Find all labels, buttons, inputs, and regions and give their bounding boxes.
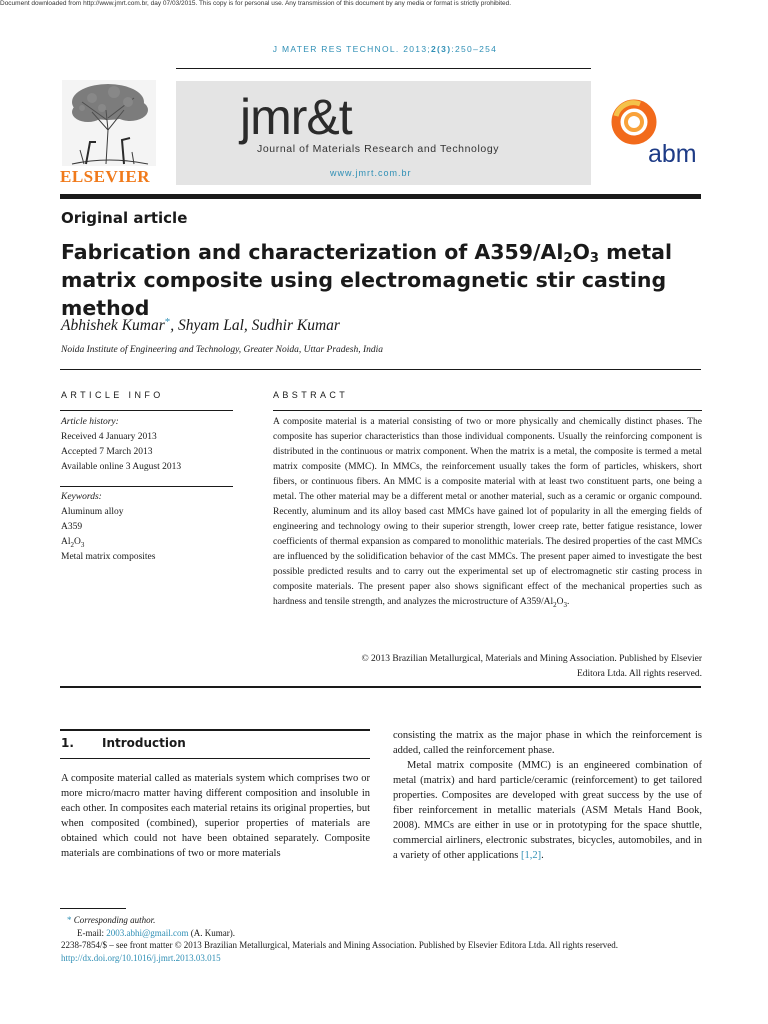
- keywords-block: [61, 490, 233, 565]
- online-date: Available online 3 August 2013: [61, 462, 182, 472]
- keyword-item: Aluminum alloy: [61, 507, 124, 517]
- jmrt-logo-text: jmr&t: [240, 89, 352, 145]
- kw-al: Al: [61, 537, 71, 547]
- journal-full-name: Journal of Materials Research and Technology: [257, 143, 500, 155]
- journal-ref-pages: :250–254: [451, 44, 498, 54]
- corresponding-label: Corresponding author.: [73, 915, 156, 925]
- article-info-rule: [60, 410, 233, 411]
- abstract-rule: [273, 410, 702, 411]
- intro-number: 1.: [61, 736, 74, 750]
- intro-heading: [61, 736, 186, 750]
- received-date: Received 4 January 2013: [61, 432, 157, 442]
- abstract-sub1: 2: [553, 600, 557, 609]
- history-label: Article history:: [61, 417, 119, 427]
- journal-reference: [180, 44, 590, 54]
- corresponding-marker[interactable]: *: [164, 316, 171, 328]
- journal-ref-name: J MATER RES TECHNOL.: [272, 44, 400, 54]
- kw-sub1: 2: [70, 540, 74, 549]
- journal-ref-volume: 2(3): [431, 44, 452, 54]
- affiliation-rule: [60, 369, 701, 370]
- issn-line: 2238-7854/$ – see front matter © 2013 Brazilian Metallurgical, Materials and Mining Association. Published by Elsevier Editora Ltda. All rights reserved.: [61, 940, 619, 950]
- email-name: (A. Kumar).: [188, 927, 236, 938]
- abstract-o: O: [556, 597, 564, 607]
- kw-o: O: [74, 537, 81, 547]
- title-part2: O: [572, 240, 590, 264]
- intro-paragraph-3-text: Metal matrix composite (MMC) is an engineered combination of metal (matrix) and hard particle/ceramic (reinforcement) to get tailored properties. Composites are developed with great success by the use of fiber reinforcement in metallic materials (ASM Metals Hand Book, 2008). MMCs are either in use or in prototyping for the space shuttle, commercial airliners, electronic substrates, bicycles, automobiles, and in a variety of other applications: [393, 760, 702, 861]
- kw-sub2: 3: [80, 540, 85, 549]
- abstract-sub2: 3: [563, 600, 568, 609]
- author-list: [61, 316, 340, 335]
- intro-title: Introduction: [102, 736, 186, 750]
- intro-right-column: [393, 728, 702, 863]
- intro-paragraph-1: A composite material called as materials system which comprises two or more micro/macro matter having different composition and insoluble in each other. In composites each material retains its original properties, but when composited (combined), superior properties of materials are obtained which could not have been obtained separately. Composite materials are combinations of two or more materials: [61, 773, 370, 859]
- intro-paragraph-3: [393, 758, 702, 863]
- journal-ref-citation: 2013;: [403, 44, 432, 54]
- footnote-rule: [60, 908, 126, 909]
- author-others: , Shyam Lal, Sudhir Kumar: [170, 317, 340, 334]
- email-link[interactable]: 2003.abhi@gmail.com: [106, 927, 189, 938]
- abstract-main-text: A composite material is a material consisting of two or more physically and chemically distinct phases. The composite has superior characteristics than those individual components. Usually the reinforcing component is distributed in the continuous or matrix component. When the matrix is a metal, the composite is termed a metal matrix composite (MMC). In MMCs, the reinforcement usually takes the form of particles, whiskers, short fibers, or continuous fibers. An MMC is a composite material with at least two constituent parts, one being a metal. The other material may be a different metal or another material, such as a ceramic or organic compound. Recently, aluminum and its alloy based cast MMCs have gained lot of popularity in all the emerging fields of engineering and technology owing to their superior strength, lower creep rate, better fatigue resistance, lower coefficients of thermal expansion as compared to monolithic materials. The desired properties of the cast MMCs are influenced by the solidification behavior of the cast MMCs. The present paper aimed to investigate the best possible predicted results and to carry out the experimental set up of electromagnetic stir casting process in composite materials. The present paper also shows significant effect of the mechanical properties such as hardness and tensile strength, and analyzes the microstructure of A359/Al: [273, 417, 702, 607]
- title-part1: Fabrication and characterization of A359/Al: [61, 240, 564, 264]
- header-thick-rule: [60, 194, 701, 199]
- intro-paragraph-3-end: .: [541, 850, 544, 861]
- article-title: [61, 238, 721, 322]
- keyword-item-al2o3: [61, 535, 233, 550]
- header-top-rule: [176, 68, 591, 69]
- elsevier-wordmark: ELSEVIER: [60, 167, 150, 186]
- footnote-marker: *: [67, 915, 72, 925]
- article-history: [61, 415, 233, 475]
- title-part3: metal matrix composite using electromagnetic stir casting method: [61, 240, 673, 320]
- copyright-line2: Editora Ltda. All rights reserved.: [576, 669, 702, 679]
- intro-under-rule: [60, 758, 370, 759]
- title-sub1: 2: [563, 251, 573, 266]
- abstract-copyright: [273, 652, 702, 682]
- affiliation: Noida Institute of Engineering and Technology, Greater Noida, Uttar Pradesh, India: [61, 345, 384, 355]
- abstract-bottom-rule: [60, 686, 701, 688]
- abstract-end: .: [567, 597, 570, 607]
- intro-top-rule: [60, 729, 370, 731]
- author-first: Abhishek Kumar: [61, 317, 165, 334]
- citation-link[interactable]: [1,2]: [521, 850, 542, 861]
- copyright-line1: © 2013 Brazilian Metallurgical, Materials and Mining Association. Published by Elsevier: [361, 654, 702, 664]
- doi-link[interactable]: http://dx.doi.org/10.1016/j.jmrt.2013.03.015: [61, 952, 221, 963]
- journal-url-link[interactable]: www.jmrt.com.br: [330, 168, 412, 178]
- keywords-label: Keywords:: [61, 492, 102, 502]
- accepted-date: Accepted 7 March 2013: [61, 447, 153, 457]
- elsevier-tree-logo-icon: [62, 80, 156, 166]
- keyword-item: A359: [61, 522, 83, 532]
- intro-paragraph-2: consisting the matrix as the major phase in which the reinforcement is added, called the reinforcement phase.: [393, 730, 702, 756]
- email-line: [61, 927, 702, 940]
- abstract-heading: ABSTRACT: [273, 390, 349, 400]
- keyword-item: Metal matrix composites: [61, 552, 156, 562]
- abm-wordmark: abm: [648, 140, 697, 168]
- title-sub2: 3: [589, 251, 599, 266]
- keywords-rule: [60, 486, 233, 487]
- intro-left-column: [61, 771, 370, 861]
- footnotes: [61, 914, 702, 964]
- abstract-body: [273, 415, 702, 610]
- email-label: E-mail:: [77, 927, 107, 938]
- corresponding-note: [61, 914, 702, 927]
- download-notice: Document downloaded from http://www.jmrt.com.br, day 07/03/2015. This copy is for personal use. Any transmission of this document by any media or format is strictly prohibited.: [0, 0, 512, 7]
- article-type: Original article: [61, 209, 188, 227]
- article-info-heading: ARTICLE INFO: [61, 390, 164, 400]
